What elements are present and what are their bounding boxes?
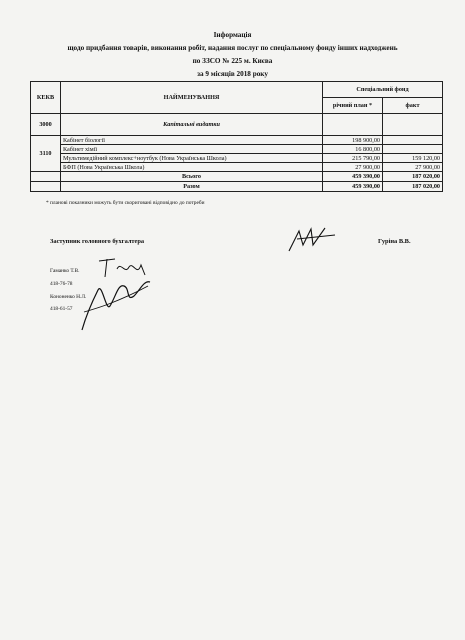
table-row-fact [383, 136, 443, 145]
subtotal-fact: 187 020,00 [383, 172, 443, 182]
doc-subtitle: щодо придбання товарів, виконання робіт, надання послуг по спеціальному фонду інших надходжень [67, 44, 398, 52]
section-plan [323, 114, 383, 136]
doc-period: за 9 місяців 2018 року [197, 70, 268, 78]
table-row-fact [383, 145, 443, 154]
table-row-plan: 27 900,00 [323, 163, 383, 172]
subtotal-label: Всього [61, 172, 323, 182]
header-special-fund: Спеціальний фонд [323, 82, 443, 98]
doc-school: по ЗЗСО № 225 м. Києва [192, 57, 273, 65]
table-row-plan: 16 800,00 [323, 145, 383, 154]
total-fact: 187 020,00 [383, 182, 443, 192]
expense-table [30, 81, 443, 192]
total-code [31, 182, 61, 192]
table-row-name: Мультимедійний комплекс+ноутбук (Нова Українська Школа) [61, 154, 323, 163]
total-plan: 459 390,00 [323, 182, 383, 192]
section-code: 3000 [31, 114, 61, 136]
total-label: Разом [61, 182, 323, 192]
header-fact: факт [383, 98, 443, 114]
header-name: НАЙМЕНУВАННЯ [61, 82, 323, 114]
subtotal-plan: 459 390,00 [323, 172, 383, 182]
table-row-fact: 159 120,00 [383, 154, 443, 163]
signature-title: Заступник головного бухгалтера [50, 238, 145, 245]
table-row-plan: 198 900,00 [323, 136, 383, 145]
contact-phone-2: 418-61-57 [50, 306, 73, 312]
header-plan: річний план * [323, 98, 383, 114]
signature-mark [285, 225, 345, 255]
contact-person-1: Гаманко Т.В. [50, 268, 80, 274]
contact-phone-1: 418-76-78 [50, 281, 73, 287]
handwritten-signature [78, 272, 158, 334]
table-row-name: БФП (Нова Українська Школа) [61, 163, 323, 172]
table-row-fact: 27 900,00 [383, 163, 443, 172]
table-row-name: Кабінет хімії [61, 145, 323, 154]
section-fact [383, 114, 443, 136]
table-row-name: Кабінет біології [61, 136, 323, 145]
contact-person-2: Кононенко Н.Л. [50, 294, 87, 300]
header-kekv: КЕКВ [31, 82, 61, 114]
footnote: * планові показники можуть бути скориговані відповідно до потреби [46, 200, 205, 206]
doc-title: Інформація [213, 31, 252, 39]
subtotal-code [31, 172, 61, 182]
table-row-plan: 215 790,00 [323, 154, 383, 163]
group-code: 3110 [31, 136, 61, 172]
signature-name: Гуріна В.В. [378, 238, 411, 245]
section-title: Капітальні видатки [61, 114, 323, 136]
